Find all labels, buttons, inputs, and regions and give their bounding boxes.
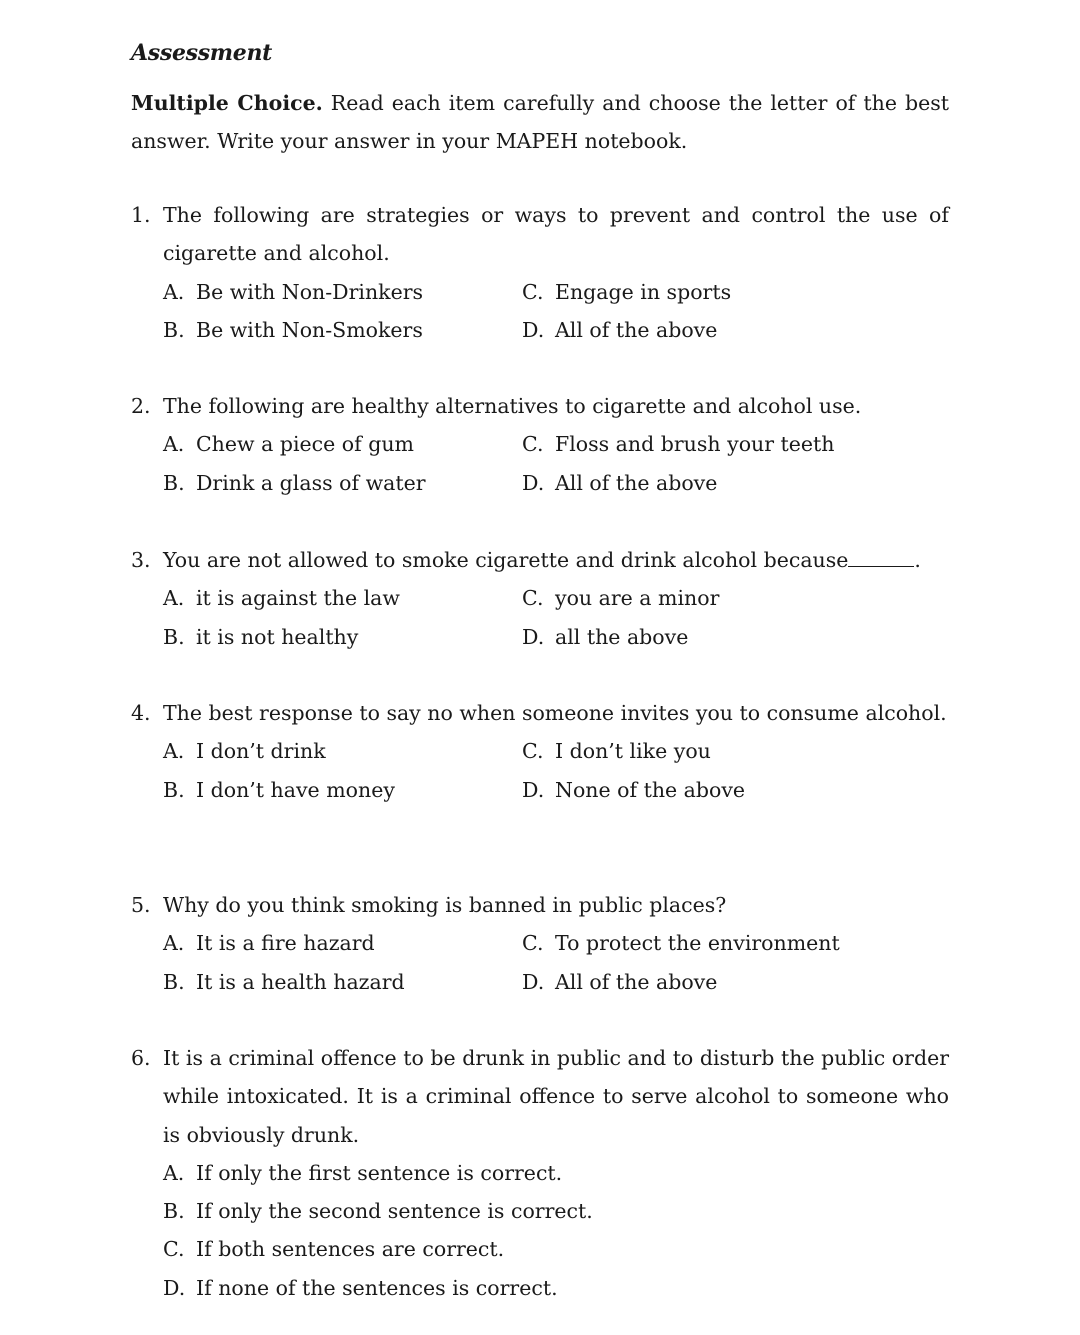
option-c: C. Engage in sports	[522, 279, 732, 304]
option-d: D. All of the above	[522, 969, 718, 994]
instructions-heading: Multiple Choice.	[131, 91, 323, 115]
question-1	[131, 196, 949, 349]
question-number: 1.	[131, 203, 151, 227]
option-b: B. I don’t have money	[163, 777, 395, 802]
instructions	[131, 84, 949, 160]
question-6	[131, 1039, 949, 1307]
question-stem: The following are strategies or ways to prevent and control the use of cigarette and alcohol.	[163, 203, 949, 266]
option-a: A. Be with Non-Drinkers	[163, 279, 424, 304]
question-stem: The following are healthy alternatives to cigarette and alcohol use.	[163, 394, 862, 418]
option-c: C. To protect the environment	[522, 931, 840, 956]
option-a: A. it is against the law	[163, 586, 400, 611]
answer-blank	[848, 548, 914, 567]
option-d: D. If none of the sentences is correct.	[163, 1275, 558, 1300]
option-b: B. Drink a glass of water	[163, 470, 426, 495]
option-c: C. If both sentences are correct.	[163, 1237, 505, 1262]
instructions-text: Read each item carefully and choose the letter of the best answer. Write your answer in your MAPEH notebook.	[131, 91, 949, 153]
option-a: A. Chew a piece of gum	[163, 432, 414, 457]
option-d: D. All of the above	[522, 470, 718, 495]
option-b: B. If only the second sentence is correct.	[163, 1199, 593, 1224]
question-number: 2.	[131, 394, 151, 418]
question-2	[131, 387, 949, 502]
question-stem: Why do you think smoking is banned in public places?	[163, 893, 727, 917]
question-number: 3.	[131, 548, 151, 572]
option-a: A. I don’t drink	[163, 739, 326, 764]
option-a: A. It is a fire hazard	[163, 931, 375, 956]
question-5	[131, 886, 949, 1001]
option-b: B. Be with Non-Smokers	[163, 317, 423, 342]
question-stem: You are not allowed to smoke cigarette and drink alcohol because .	[163, 548, 921, 572]
option-d: D. all the above	[522, 624, 689, 649]
page-title: Assessment	[131, 40, 273, 66]
question-stem: It is a criminal offence to be drunk in public and to disturb the public order while intoxicated. It is a criminal offence to serve alcohol to someone who is obviously drunk.	[163, 1046, 949, 1147]
option-d: D. None of the above	[522, 777, 746, 802]
question-number: 5.	[131, 893, 151, 917]
option-c: C. you are a minor	[522, 586, 720, 611]
question-number: 4.	[131, 701, 151, 725]
question-number: 6.	[131, 1046, 151, 1070]
question-4	[131, 694, 949, 809]
option-b: B. it is not healthy	[163, 624, 359, 649]
option-a: A. If only the first sentence is correct.	[163, 1160, 563, 1185]
option-d: D. All of the above	[522, 317, 718, 342]
question-3	[131, 541, 949, 656]
option-c: C. I don’t like you	[522, 739, 711, 764]
option-c: C. Floss and brush your teeth	[522, 432, 835, 457]
question-stem: The best response to say no when someone invites you to consume alcohol.	[163, 701, 947, 725]
option-b: B. It is a health hazard	[163, 969, 405, 994]
